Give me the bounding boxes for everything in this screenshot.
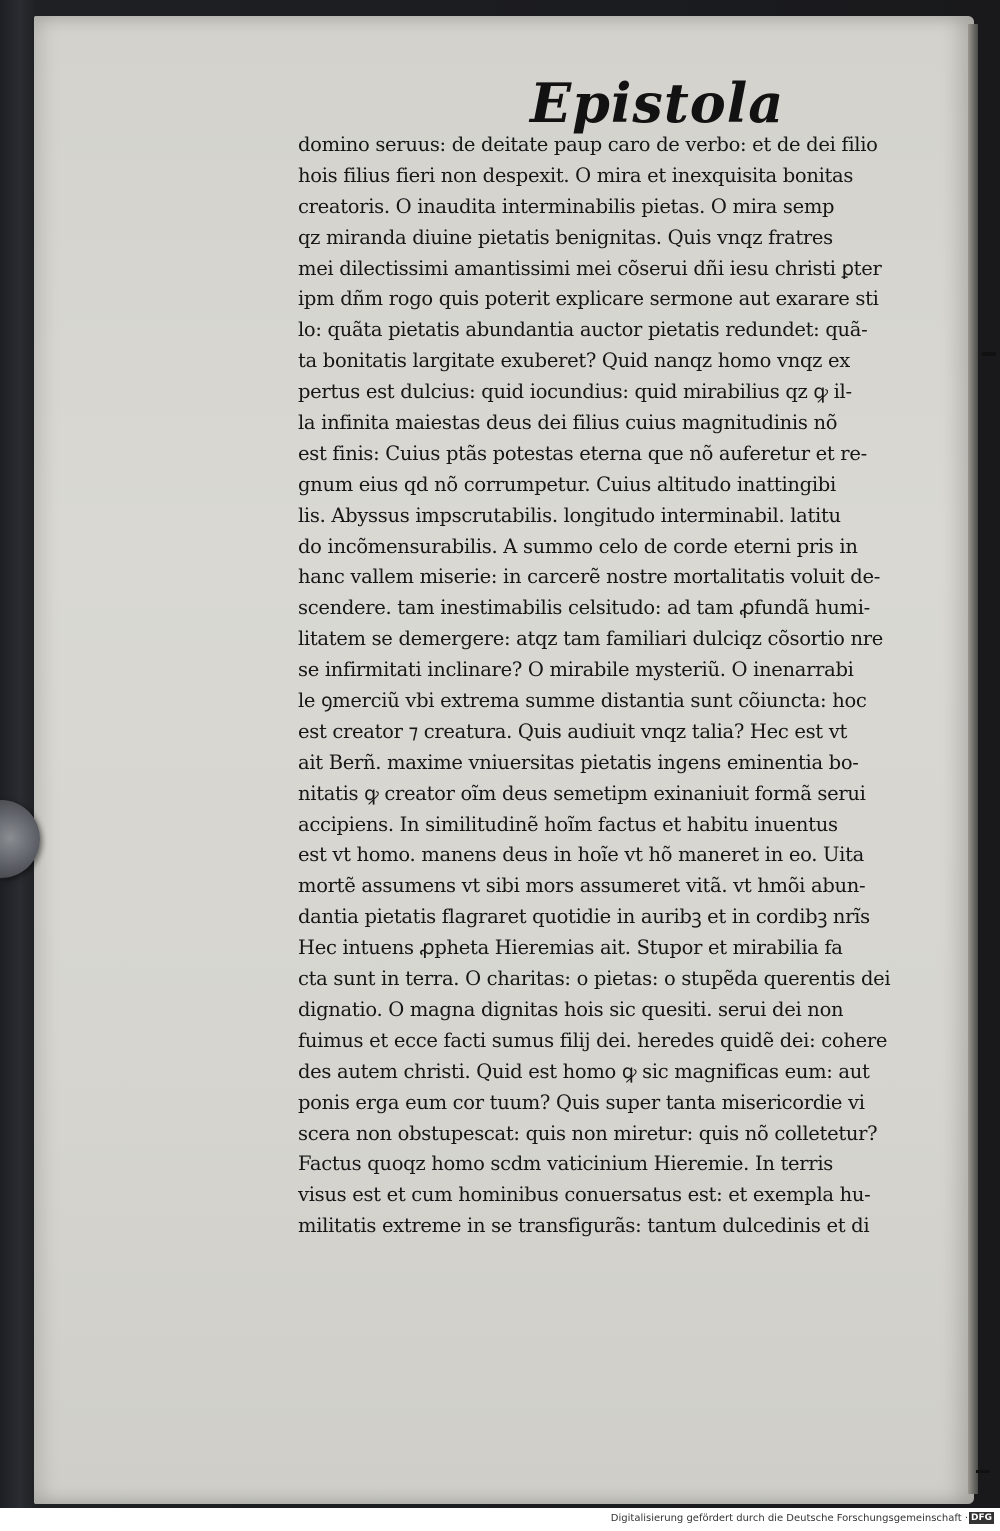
text-line: Factus quoqz homo scdm vaticinium Hieremie. In terris [298, 1152, 833, 1176]
text-line: ponis erga eum cor tuum? Quis super tanta misericordie vi [298, 1090, 865, 1114]
text-line: dantia pietatis flagraret quotidie in auribꝫ et in cordibꝫ nrĩs [298, 905, 870, 929]
text-line: visus est et cum hominibus conuersatus est: et exempla hu- [298, 1183, 871, 1207]
text-line: pertus est dulcius: quid iocundius: quid mirabilius qz ꝙ il- [298, 380, 852, 404]
text-line: Hec intuens ꝓpheta Hieremias ait. Stupor et mirabilia fa [298, 936, 843, 960]
text-line: ta bonitatis largitate exuberet? Quid nanqz homo vnqz ex [298, 349, 850, 373]
text-line: scera non obstupescat: quis non miretur: quis nõ colletetur? [298, 1121, 878, 1145]
text-line: creatoris. O inaudita interminabilis pietas. O mira semp [298, 194, 835, 218]
text-line: militatis extreme in se transfigurãs: tantum dulcedinis et di [298, 1214, 870, 1238]
text-line: des autem christi. Quid est homo ꝙ sic magnificas eum: aut [298, 1059, 870, 1083]
margin-mark [982, 352, 996, 356]
text-line: est creator ⁊ creatura. Quis audiuit vnqz talia? Hec est vt [298, 719, 847, 743]
text-line: nitatis ꝙ creator oĩm deus semetipm exinaniuit formã serui [298, 781, 866, 805]
text-line: scendere. tam inestimabilis celsitudo: ad tam ꝓfundã humi- [298, 596, 870, 620]
text-line: gnum eius qd nõ corrumpetur. Cuius altitudo inattingibi [298, 472, 836, 496]
text-line: cta sunt in terra. O charitas: o pietas: o stupẽda querentis dei [298, 967, 891, 991]
text-line: dignatio. O magna dignitas hois sic quesiti. serui dei non [298, 997, 844, 1021]
text-line: domino seruus: de deitate paup caro de verbo: et de dei filio [298, 133, 878, 156]
text-line: ait Berñ. maxime vniuersitas pietatis ingens eminentia bo- [298, 750, 859, 774]
text-line: hois filius fieri non despexit. O mira et inexquisita bonitas [298, 163, 854, 187]
text-line: ipm dñm rogo quis poterit explicare sermone aut exarare sti [298, 287, 879, 311]
dfg-logo: DFG [970, 1513, 992, 1523]
text-line: le ꝯmerciũ vbi extrema summe distantia sunt cõiuncta: hoc [298, 689, 867, 713]
text-line: mei dilectissimi amantissimi mei cõserui dñi iesu christi ꝑter [298, 256, 882, 280]
text-line: qz miranda diuine pietatis benignitas. Quis vnqz fratres [298, 225, 833, 249]
text-line: fuimus et ecce facti sumus filij dei. heredes quidẽ dei: cohere [298, 1028, 888, 1052]
text-line: hanc vallem miserie: in carcerẽ nostre mortalitatis voluit de- [298, 565, 880, 589]
text-line: accipiens. In similitudinẽ hoĩm factus et habitu inuentus [298, 812, 838, 836]
text-line: do incõmensurabilis. A summo celo de corde eterni pris in [298, 534, 858, 558]
text-line: se infirmitati inclinare? O mirabile mysteriũ. O inenarrabi [298, 658, 854, 682]
text-line: mortẽ assumens vt sibi mors assumeret vitã. vt hmõi abun- [298, 874, 866, 898]
text-line: lo: quãta pietatis abundantia auctor pietatis redundet: quã- [298, 318, 868, 342]
text-block [298, 130, 958, 1242]
margin-mark-bottom [976, 1470, 990, 1473]
text-line: litatem se demergere: atqz tam familiari dulciqz cõsortio nre [298, 627, 884, 651]
text-line: lis. Abyssus impscrutabilis. longitudo interminabil. latitu [298, 503, 841, 527]
page-heading: Epistola [530, 71, 785, 135]
text-line: est finis: Cuius ptãs potestas eterna que nõ auferetur et re- [298, 441, 867, 465]
text-line: est vt homo. manens deus in hoĩe vt hõ maneret in eo. Uita [298, 843, 864, 867]
text-line: la infinita maiestas deus dei filius cuius magnitudinis nõ [298, 411, 838, 435]
funding-credit: Digitalisierung gefördert durch die Deutsche Forschungsgemeinschaft · [610, 1513, 968, 1524]
page-edge [968, 24, 978, 1494]
